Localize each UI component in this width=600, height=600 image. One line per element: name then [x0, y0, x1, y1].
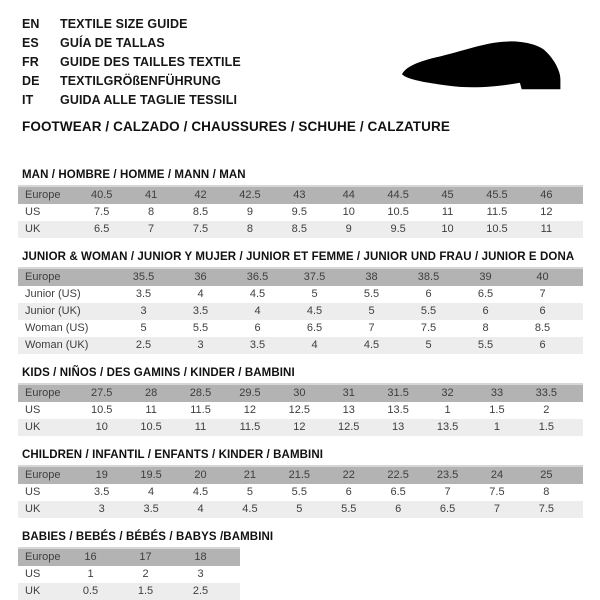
size-value: 7.5	[94, 206, 110, 218]
row-label: Europe	[25, 189, 61, 201]
lang-code: DE	[22, 74, 40, 88]
size-value: 3	[197, 568, 204, 580]
size-value: 6.5	[439, 503, 456, 515]
lang-label: TEXTILE SIZE GUIDE	[60, 17, 188, 31]
size-value: 33	[490, 387, 504, 399]
size-value: 6	[345, 486, 352, 498]
size-value: 21	[243, 469, 257, 481]
size-value: 4.5	[242, 503, 258, 515]
table-row	[18, 221, 583, 238]
size-value: 5	[425, 339, 432, 351]
size-value: 4.5	[363, 339, 380, 351]
lang-code: EN	[22, 17, 40, 31]
size-value: 4	[197, 288, 204, 300]
size-value: 23.5	[436, 469, 459, 481]
size-value: 5	[368, 305, 375, 317]
size-value: 8	[148, 206, 155, 218]
size-value: 11	[441, 206, 454, 218]
size-value: 44.5	[387, 189, 409, 201]
size-value: 11.5	[239, 421, 261, 433]
lang-code: FR	[22, 55, 39, 69]
size-table-junior-woman	[18, 249, 600, 354]
size-value: 3.5	[249, 339, 266, 351]
size-value: 6	[539, 305, 546, 317]
size-value: 7.5	[489, 486, 505, 498]
size-value: 19.5	[140, 469, 162, 481]
size-value: 10	[95, 421, 108, 433]
size-value: 7	[368, 322, 375, 334]
size-table-kids	[18, 365, 600, 436]
size-value: 37.5	[303, 271, 326, 283]
size-value: 1.5	[489, 404, 505, 416]
size-value: 20	[194, 469, 207, 481]
size-value: 1	[493, 421, 501, 433]
size-value: 5	[296, 503, 303, 515]
size-value: 0.5	[82, 585, 99, 597]
table-title: KIDS / NIÑOS / DES GAMINS / KINDER / BAMBINI	[22, 367, 295, 379]
size-value: 6	[482, 305, 489, 317]
table-row	[18, 187, 583, 204]
table-row	[18, 286, 583, 303]
table-row	[18, 204, 583, 221]
size-value: 9.5	[291, 206, 307, 218]
size-value: 6.5	[477, 288, 494, 300]
size-table-children	[18, 447, 600, 518]
size-value: 5	[140, 322, 147, 334]
row-label: UK	[25, 585, 41, 597]
row-label: Europe	[25, 469, 61, 481]
size-value: 19	[95, 469, 108, 481]
size-value: 3	[197, 339, 204, 351]
size-value: 9	[246, 206, 253, 218]
size-value: 33.5	[535, 387, 558, 399]
size-value: 11	[145, 404, 157, 416]
size-tables	[0, 167, 600, 600]
size-value: 7	[539, 288, 546, 300]
size-value: 12	[293, 421, 306, 433]
size-value: 8.5	[534, 322, 551, 334]
lang-label: GUÍA DE TALLAS	[60, 36, 165, 50]
size-value: 7	[493, 503, 501, 515]
size-value: 2	[142, 568, 149, 580]
table-row	[18, 566, 240, 583]
size-table-man	[18, 167, 600, 238]
size-value: 13	[342, 404, 355, 416]
shoe-icon	[393, 33, 573, 93]
size-value: 5.5	[363, 288, 380, 300]
row-label: Woman (UK)	[25, 339, 89, 351]
size-value: 31	[342, 387, 355, 399]
row-label: Junior (UK)	[25, 305, 81, 317]
size-value: 5.5	[477, 339, 494, 351]
size-value: 10	[441, 223, 454, 235]
size-value: 35.5	[132, 271, 155, 283]
table-row	[18, 467, 583, 484]
size-value: 13.5	[387, 404, 409, 416]
row-label: Woman (US)	[25, 322, 89, 334]
table-row	[18, 501, 583, 518]
size-value: 3.5	[94, 486, 110, 498]
row-label: UK	[25, 223, 41, 235]
size-value: 7.5	[420, 322, 437, 334]
lang-code: ES	[22, 36, 39, 50]
size-value: 28	[144, 387, 158, 399]
size-value: 18	[194, 551, 207, 563]
size-table	[18, 465, 583, 518]
size-value: 22	[342, 469, 355, 481]
row-label: Junior (US)	[25, 288, 81, 300]
size-value: 4.5	[249, 288, 266, 300]
size-value: 4	[148, 486, 155, 498]
lang-label: TEXTILGRÖßENFÜHRUNG	[60, 74, 221, 88]
size-value: 7	[444, 486, 451, 498]
size-value: 16	[84, 551, 97, 563]
size-value: 10.5	[90, 404, 113, 416]
size-value: 8.5	[192, 206, 209, 218]
size-value: 6	[254, 322, 261, 334]
size-value: 4	[197, 503, 204, 515]
size-value: 17	[139, 551, 152, 563]
size-value: 46	[540, 189, 553, 201]
table-row	[18, 320, 583, 337]
size-value: 41	[144, 189, 158, 201]
size-value: 30	[293, 387, 306, 399]
size-value: 13.5	[436, 421, 459, 433]
size-table	[18, 185, 583, 238]
table-title: BABIES / BEBÉS / BÉBÉS / BABYS /BAMBINI	[22, 531, 274, 543]
table-row	[18, 303, 583, 320]
table-row	[18, 269, 583, 286]
size-value: 28.5	[189, 387, 212, 399]
size-value: 12.5	[338, 421, 360, 433]
size-value: 40.5	[90, 189, 113, 201]
size-value: 5	[311, 288, 318, 300]
size-table-babies	[18, 529, 600, 600]
size-value: 36	[194, 271, 207, 283]
size-value: 10.5	[140, 421, 162, 433]
category-title: FOOTWEAR / CALZADO / CHAUSSURES / SCHUHE / CALZATURE	[22, 119, 450, 134]
size-value: 8	[246, 223, 253, 235]
size-value: 12	[540, 206, 553, 218]
lang-code: IT	[22, 93, 34, 107]
size-value: 45	[441, 189, 454, 201]
size-value: 6.5	[390, 486, 406, 498]
size-table	[18, 547, 240, 600]
size-value: 6	[425, 288, 432, 300]
size-value: 24	[490, 469, 504, 481]
table-row	[18, 337, 583, 354]
size-value: 5.5	[420, 305, 437, 317]
row-label: US	[25, 486, 41, 498]
size-value: 22.5	[387, 469, 409, 481]
size-value: 7.5	[192, 223, 209, 235]
size-value: 4	[311, 339, 318, 351]
size-value: 6	[539, 339, 546, 351]
size-value: 3.5	[135, 288, 152, 300]
row-label: US	[25, 568, 41, 580]
table-title: JUNIOR & WOMAN / JUNIOR Y MUJER / JUNIOR ET FEMME / JUNIOR UND FRAU / JUNIOR E DONA	[22, 251, 575, 263]
table-row	[18, 419, 583, 436]
size-value: 38	[365, 271, 378, 283]
table-title: CHILDREN / INFANTIL / ENFANTS / KINDER / BAMBINI	[22, 449, 324, 461]
size-value: 7.5	[538, 503, 554, 515]
size-value: 43	[293, 189, 306, 201]
lang-row-it	[22, 91, 600, 110]
size-value: 31.5	[387, 387, 409, 399]
size-value: 21.5	[288, 469, 311, 481]
size-value: 11.5	[486, 206, 508, 218]
size-value: 6.5	[94, 223, 110, 235]
size-value: 9	[345, 223, 352, 235]
size-value: 1.5	[137, 585, 154, 597]
size-value: 5.5	[291, 486, 307, 498]
table-row	[18, 385, 583, 402]
row-label: Europe	[25, 271, 61, 283]
table-row	[18, 402, 583, 419]
size-value: 8.5	[291, 223, 307, 235]
size-value: 12.5	[288, 404, 311, 416]
size-value: 45.5	[486, 189, 508, 201]
size-table	[18, 267, 583, 354]
size-value: 36.5	[246, 271, 269, 283]
row-label: UK	[25, 421, 41, 433]
size-value: 11	[540, 223, 553, 235]
lang-row-en	[22, 15, 600, 34]
size-value: 27.5	[90, 387, 113, 399]
lang-label: GUIDA ALLE TAGLIE TESSILI	[60, 93, 238, 107]
size-value: 1	[87, 568, 94, 580]
size-value: 38.5	[417, 271, 440, 283]
size-value: 8	[482, 322, 489, 334]
size-value: 3.5	[192, 305, 209, 317]
row-label: US	[25, 206, 41, 218]
size-value: 10	[342, 206, 355, 218]
size-value: 40	[536, 271, 549, 283]
size-value: 5.5	[192, 322, 209, 334]
size-value: 5.5	[341, 503, 357, 515]
size-value: 2	[543, 404, 550, 416]
size-value: 3	[140, 305, 147, 317]
table-title: MAN / HOMBRE / HOMME / MANN / MAN	[22, 169, 246, 181]
size-value: 3.5	[143, 503, 159, 515]
size-value: 6	[395, 503, 402, 515]
size-value: 25	[540, 469, 553, 481]
size-value: 42.5	[239, 189, 261, 201]
size-value: 10.5	[387, 206, 409, 218]
size-value: 10.5	[486, 223, 508, 235]
lang-label: GUIDE DES TAILLES TEXTILE	[60, 55, 241, 69]
size-value: 44	[342, 189, 355, 201]
row-label: US	[25, 404, 41, 416]
row-label: UK	[25, 503, 41, 515]
size-table	[18, 383, 583, 436]
table-row	[18, 549, 240, 566]
size-value: 32	[441, 387, 454, 399]
size-value: 7	[148, 223, 155, 235]
size-value: 1.5	[538, 421, 554, 433]
size-value: 4	[254, 305, 261, 317]
size-value: 9.5	[390, 223, 406, 235]
table-row	[18, 583, 240, 600]
size-value: 4.5	[306, 305, 323, 317]
header	[0, 0, 600, 134]
size-value: 11	[194, 421, 207, 433]
size-value: 4.5	[192, 486, 209, 498]
size-value: 11.5	[190, 404, 211, 416]
table-row	[18, 484, 583, 501]
size-value: 1	[444, 404, 451, 416]
size-value: 2.5	[135, 339, 152, 351]
size-value: 42	[194, 189, 207, 201]
size-value: 39	[479, 271, 492, 283]
size-value: 6.5	[306, 322, 323, 334]
size-value: 29.5	[239, 387, 261, 399]
size-value: 3	[98, 503, 105, 515]
size-value: 5	[246, 486, 253, 498]
size-value: 2.5	[192, 585, 209, 597]
row-label: Europe	[25, 387, 61, 399]
size-value: 13	[392, 421, 405, 433]
size-value: 8	[543, 486, 550, 498]
size-value: 12	[243, 404, 257, 416]
row-label: Europe	[25, 551, 61, 563]
